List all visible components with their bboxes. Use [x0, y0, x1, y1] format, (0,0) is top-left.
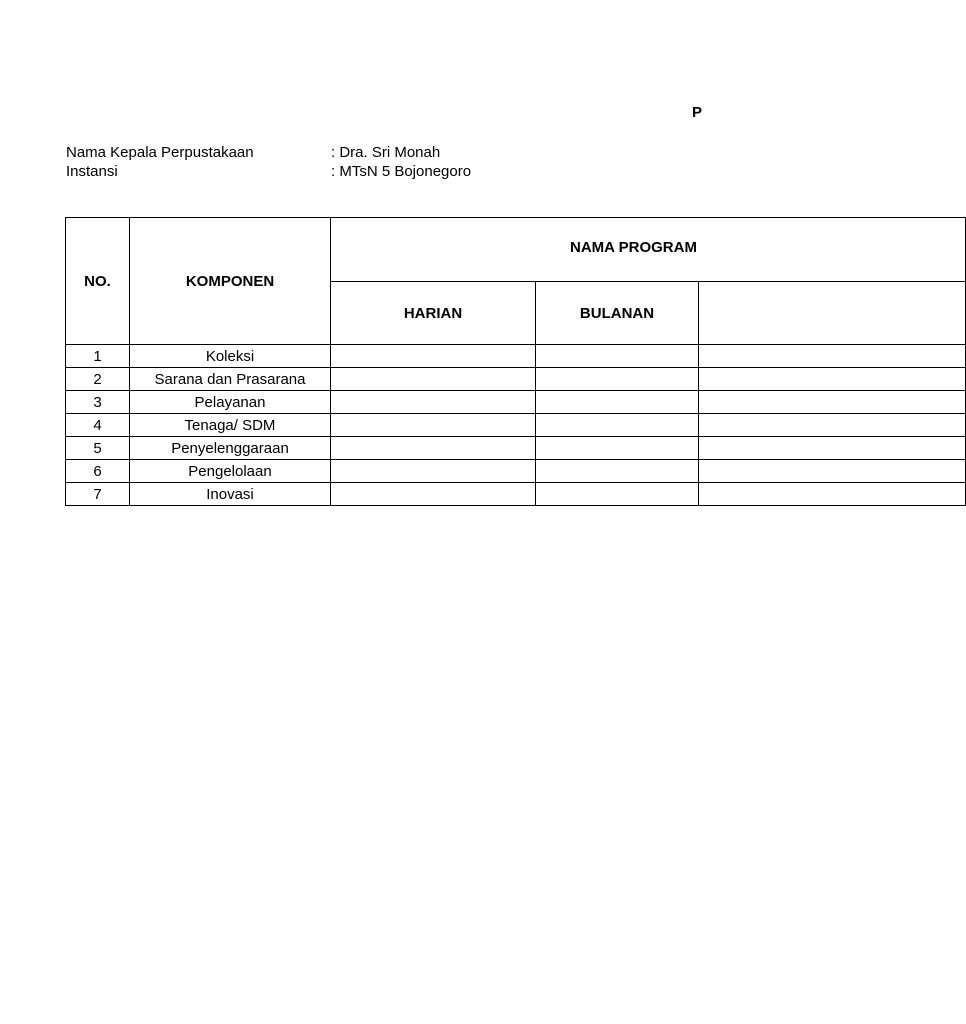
instansi-value: : MTsN 5 Bojonegoro [331, 163, 472, 180]
table-row [66, 414, 966, 437]
cell-harian[interactable] [331, 414, 536, 437]
table-row [66, 391, 966, 414]
cell-komponen: Pelayanan [130, 391, 331, 414]
program-table-container [65, 217, 699, 514]
kepala-label: Nama Kepala Perpustakaan [66, 144, 254, 161]
cell-no: 6 [66, 460, 130, 483]
cell-extra[interactable] [699, 483, 966, 506]
cell-komponen: Tenaga/ SDM [130, 414, 331, 437]
table-row [66, 460, 966, 483]
header-no: NO. [66, 218, 130, 345]
cell-no: 3 [66, 391, 130, 414]
cell-no: 2 [66, 368, 130, 391]
header-harian: HARIAN [331, 282, 536, 345]
header-bulanan: BULANAN [536, 282, 699, 345]
cell-harian[interactable] [331, 345, 536, 368]
table-row [66, 483, 966, 506]
cell-komponen: Inovasi [130, 483, 331, 506]
cell-harian[interactable] [331, 368, 536, 391]
header-extra [699, 282, 966, 345]
cell-bulanan[interactable] [536, 368, 699, 391]
cell-harian[interactable] [331, 460, 536, 483]
header-komponen: KOMPONEN [130, 218, 331, 345]
cell-extra[interactable] [699, 437, 966, 460]
cell-komponen: Pengelolaan [130, 460, 331, 483]
header-row-1 [66, 218, 966, 282]
table-row [66, 368, 966, 391]
cell-no: 7 [66, 483, 130, 506]
cell-harian[interactable] [331, 483, 536, 506]
cell-no: 4 [66, 414, 130, 437]
cell-no: 1 [66, 345, 130, 368]
cell-bulanan[interactable] [536, 460, 699, 483]
cell-komponen: Sarana dan Prasarana [130, 368, 331, 391]
cell-harian[interactable] [331, 437, 536, 460]
cell-extra[interactable] [699, 391, 966, 414]
table-row [66, 345, 966, 368]
cell-bulanan[interactable] [536, 483, 699, 506]
cell-harian[interactable] [331, 391, 536, 414]
cell-extra[interactable] [699, 345, 966, 368]
page-title: P [692, 104, 703, 121]
program-table [65, 217, 966, 506]
header-nama-program: NAMA PROGRAM [331, 218, 966, 282]
cell-extra[interactable] [699, 460, 966, 483]
table-row [66, 437, 966, 460]
cell-komponen: Penyelenggaraan [130, 437, 331, 460]
kepala-value: : Dra. Sri Monah [331, 144, 441, 161]
cell-extra[interactable] [699, 368, 966, 391]
cell-extra[interactable] [699, 414, 966, 437]
instansi-label: Instansi [66, 163, 118, 180]
cell-bulanan[interactable] [536, 391, 699, 414]
cell-bulanan[interactable] [536, 414, 699, 437]
cell-no: 5 [66, 437, 130, 460]
cell-komponen: Koleksi [130, 345, 331, 368]
cell-bulanan[interactable] [536, 437, 699, 460]
cell-bulanan[interactable] [536, 345, 699, 368]
